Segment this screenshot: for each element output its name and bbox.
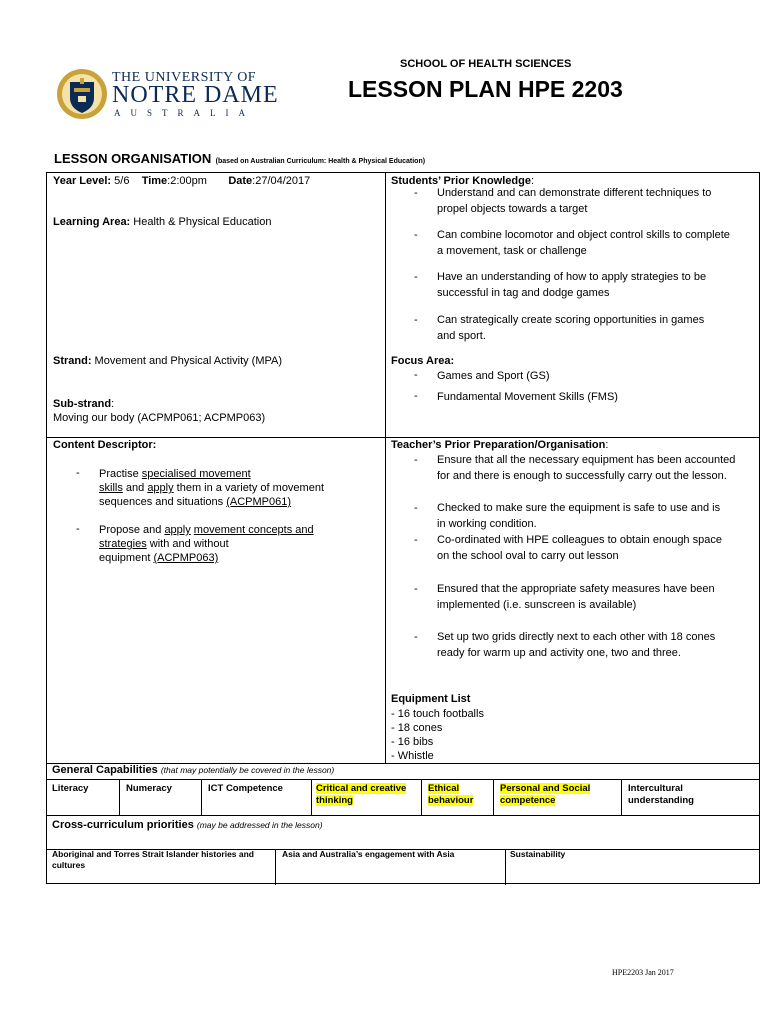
capability-cell: Literacy: [52, 783, 89, 794]
prior-knowledge-colon: :: [530, 175, 535, 187]
learning-area-value: Health & Physical Education: [130, 216, 272, 228]
content-descriptor-label: Content Descriptor:: [53, 439, 157, 451]
content-descriptor-1-line3: sequences and situations (ACPMP061): [99, 496, 291, 508]
general-capabilities-heading: [52, 763, 334, 777]
time-value: :2:00pm: [167, 175, 207, 187]
equipment-list-label: Equipment List: [391, 693, 471, 705]
row-divider: [47, 815, 759, 816]
cross-curriculum-heading: [52, 818, 323, 832]
date-label: Date: [228, 175, 253, 187]
prior-knowledge-item: Have an understanding of how to apply strategies to be successful in tag and dodge games: [437, 271, 707, 299]
year-value: 5/6: [111, 175, 130, 187]
general-capabilities-label: General Capabilities: [52, 764, 158, 776]
preparation-item: Set up two grids directly next to each other with 18 cones ready for warm up and activity one, two and three.: [437, 631, 716, 659]
focus-area-item: Fundamental Movement Skills (FMS): [437, 391, 618, 403]
capability-cell: Intercultural understanding: [628, 783, 694, 806]
learning-area-label: Learning Area:: [53, 216, 131, 228]
organisation-note: (based on Australian Curriculum: Health & Physical Education): [215, 158, 426, 165]
column-divider: [201, 779, 202, 815]
logo-text-line3: AUSTRALIA: [114, 108, 255, 118]
bullet-dash: -: [414, 229, 418, 241]
sub-strand-colon: :: [111, 398, 115, 410]
preparation-colon: :: [605, 439, 609, 451]
sub-strand-label: Sub-strand: [53, 398, 112, 410]
university-logo: [56, 68, 279, 122]
content-descriptor-1-line2: skills and apply them in a variety of movement: [99, 482, 325, 494]
capability-cell-highlighted: Ethical behaviour: [428, 783, 474, 806]
equipment-item: - Whistle: [391, 750, 434, 762]
prior-knowledge-label: Students’ Prior Knowledge: [391, 175, 531, 187]
footer-code: HPE2203 Jan 2017: [612, 968, 674, 977]
prior-knowledge-item: Understand and can demonstrate different techniques to propel objects towards a target: [437, 187, 712, 215]
capability-cell-highlighted: Critical and creative thinking: [316, 783, 407, 806]
logo-text-line2: NOTRE DAME: [112, 82, 279, 108]
bullet-dash: -: [414, 583, 418, 595]
bullet-dash: -: [76, 467, 80, 479]
capability-cell: Numeracy: [126, 783, 172, 794]
cross-curriculum-cell: Asia and Australia’s engagement with Asia: [282, 849, 455, 859]
column-divider: [385, 173, 386, 763]
cross-curriculum-label: Cross-curriculum priorities: [52, 819, 194, 831]
column-divider: [275, 849, 276, 885]
bullet-dash: -: [414, 534, 418, 546]
strand-label: Strand:: [53, 355, 92, 367]
capability-cell-highlighted: Personal and Social competence: [500, 783, 591, 806]
learning-area: [53, 215, 271, 229]
bullet-dash: -: [414, 390, 418, 402]
year-time-date-line: [53, 174, 310, 188]
bullet-dash: -: [414, 369, 418, 381]
bullet-dash: -: [414, 454, 418, 466]
preparation-item: Ensure that all the necessary equipment has been accounted for and there is enough to successfully carry out the lesson.: [437, 454, 736, 482]
equipment-item: - 18 cones: [391, 722, 443, 734]
content-descriptor-2-line3: equipment (ACPMP063): [99, 552, 219, 564]
prior-knowledge-item: Can strategically create scoring opportunities in games and sport.: [437, 314, 705, 342]
time-label: Time: [141, 175, 168, 187]
logo-text-line1: THE UNIVERSITY OF: [112, 70, 257, 85]
bullet-dash: -: [414, 187, 418, 199]
preparation-item: Checked to make sure the equipment is safe to use and is in working condition.: [437, 502, 721, 530]
column-divider: [505, 849, 506, 885]
year-label: Year Level:: [53, 175, 112, 187]
cross-curriculum-cell: Aboriginal and Torres Strait Islander histories and cultures: [52, 849, 254, 870]
column-divider: [493, 779, 494, 815]
preparation-item: Co-ordinated with HPE colleagues to obtain enough space on the school oval to carry out lesson: [437, 534, 722, 562]
bullet-dash: -: [414, 502, 418, 514]
equipment-item: - 16 bibs: [391, 736, 434, 748]
column-divider: [421, 779, 422, 815]
strand-value: Movement and Physical Activity (MPA): [91, 355, 283, 367]
column-divider: [621, 779, 622, 815]
page-title: LESSON PLAN HPE 2203: [348, 76, 623, 102]
school-name: SCHOOL OF HEALTH SCIENCES: [400, 58, 572, 70]
strand: [53, 354, 282, 368]
content-descriptor-2-line1: Propose and apply movement concepts and: [99, 524, 314, 536]
lesson-organisation-heading: [54, 150, 425, 168]
focus-area-item: Games and Sport (GS): [437, 370, 550, 382]
sub-strand: [53, 397, 114, 411]
bullet-dash: -: [76, 523, 80, 535]
cross-curriculum-cell: Sustainability: [510, 849, 566, 859]
capability-cell: ICT Competence: [208, 783, 283, 794]
row-divider: [47, 779, 759, 780]
bullet-dash: -: [414, 314, 418, 326]
focus-area-label: Focus Area:: [391, 355, 455, 367]
bullet-dash: -: [414, 631, 418, 643]
university-crest-icon: [56, 68, 108, 120]
column-divider: [119, 779, 120, 815]
content-descriptor-2-line2: strategies with and without: [99, 538, 229, 550]
bullet-dash: -: [414, 271, 418, 283]
content-descriptor-1-line1: Practise specialised movement: [99, 468, 251, 480]
preparation-label: Teacher’s Prior Preparation/Organisation: [391, 439, 606, 451]
sub-strand-value: Moving our body (ACPMP061; ACPMP063): [53, 412, 266, 424]
preparation-item: Ensured that the appropriate safety measures have been implemented (i.e. sunscreen is available): [437, 583, 715, 611]
prior-knowledge-item: Can combine locomotor and object control skills to complete a movement, task or challenge: [437, 229, 730, 257]
organisation-label: LESSON ORGANISATION: [54, 151, 212, 166]
equipment-item: - 16 touch footballs: [391, 708, 484, 720]
general-capabilities-note: (that may potentially be covered in the lesson): [160, 765, 335, 775]
date-value: :27/04/2017: [252, 175, 311, 187]
preparation-heading: [391, 438, 608, 452]
cross-curriculum-note: (may be addressed in the lesson): [196, 820, 323, 830]
